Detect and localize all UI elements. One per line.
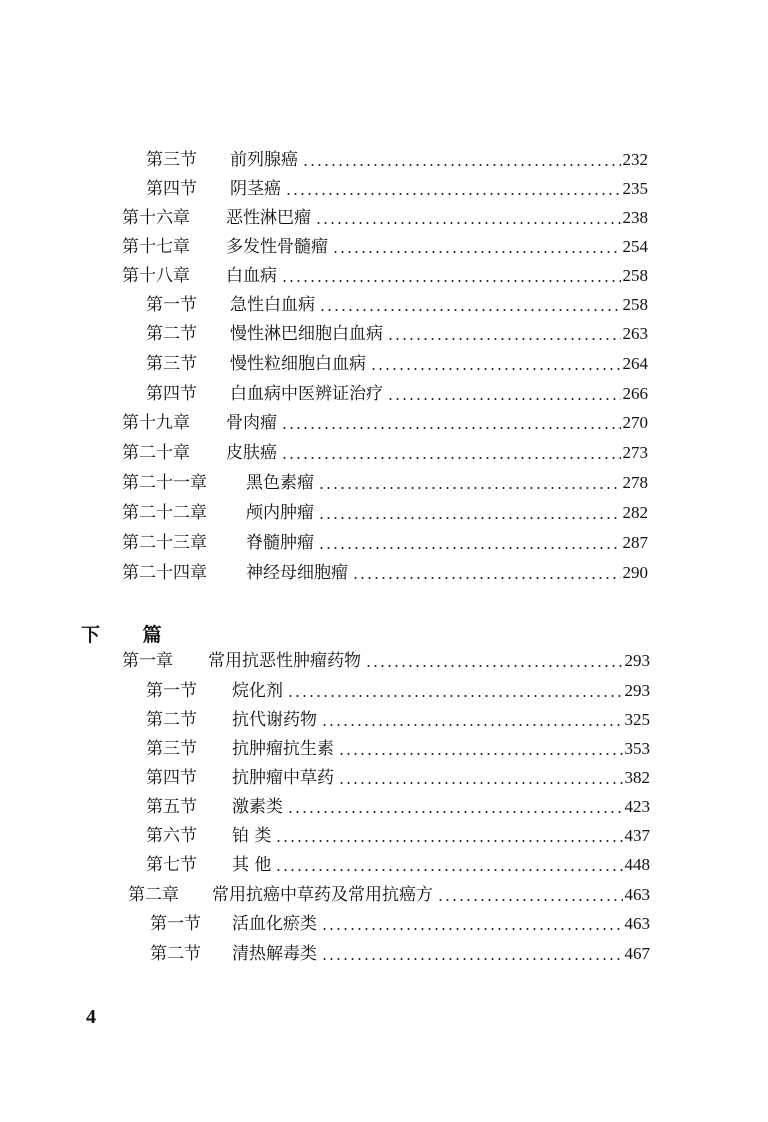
leader-dots: [387, 338, 621, 340]
entry-page: 258: [622, 295, 648, 314]
leader-dots: [437, 899, 623, 901]
entry-label: 第二节: [146, 710, 197, 730]
leader-dots: [281, 280, 621, 282]
entry-title: 慢性淋巴细胞白血病: [230, 324, 383, 344]
entry-title: 清热解毒类: [232, 944, 317, 964]
entry-label: 第三节: [146, 354, 197, 374]
entry-label: 第一章: [122, 651, 173, 671]
entry-page: 382: [624, 768, 650, 787]
entry-label: 第二十章: [122, 443, 190, 463]
toc-entry: [146, 822, 650, 850]
toc-entry: [146, 380, 648, 408]
entry-page: 463: [624, 914, 650, 933]
entry-title: 抗肿瘤抗生素: [232, 739, 334, 759]
entry-title: 抗肿瘤中草药: [232, 768, 334, 788]
leader-dots: [318, 547, 621, 549]
leader-dots: [387, 398, 621, 400]
entry-page: 437: [624, 826, 650, 845]
entry-title: 恶性淋巴瘤: [226, 208, 311, 228]
leader-dots: [285, 193, 621, 195]
toc-entry: [150, 940, 650, 968]
toc-entry: [146, 291, 648, 319]
entry-title: 烷化剂: [232, 681, 283, 701]
entry-title: 白血病中医辨证治疗: [230, 384, 383, 404]
leader-dots: [321, 928, 623, 930]
leader-dots: [281, 457, 621, 459]
entry-page: 235: [622, 179, 648, 198]
entry-title: 铂 类: [232, 826, 272, 846]
toc-entry: [146, 350, 648, 378]
entry-label: 第二节: [146, 324, 197, 344]
entry-page: 263: [622, 324, 648, 343]
entry-label: 第十九章: [122, 413, 190, 433]
entry-label: 第四节: [146, 384, 197, 404]
toc-entry: [146, 764, 650, 792]
entry-page: 293: [624, 651, 650, 670]
entry-title: 脊髓肿瘤: [246, 533, 314, 553]
entry-title: 多发性骨髓瘤: [226, 237, 328, 257]
entry-page: 258: [622, 266, 648, 285]
entry-label: 第五节: [146, 797, 197, 817]
leader-dots: [275, 869, 622, 871]
toc-entry: [146, 851, 650, 879]
entry-label: 第四节: [146, 768, 197, 788]
entry-page: 325: [624, 710, 650, 729]
leader-dots: [321, 724, 623, 726]
leader-dots: [318, 487, 621, 489]
leader-dots: [319, 309, 621, 311]
entry-page: 353: [624, 739, 650, 758]
leader-dots: [281, 427, 621, 429]
leader-dots: [315, 222, 621, 224]
leader-dots: [275, 840, 622, 842]
entry-page: 290: [622, 563, 648, 582]
entry-page: 282: [622, 503, 648, 522]
part-heading: 下 篇: [81, 624, 180, 646]
toc-entry: [122, 204, 648, 232]
entry-title: 激素类: [232, 797, 283, 817]
entry-label: 第四节: [146, 179, 197, 199]
entry-page: 270: [622, 413, 648, 432]
entry-title: 其 他: [232, 855, 272, 875]
entry-label: 第二十四章: [122, 563, 207, 583]
toc-entry: [122, 647, 650, 675]
entry-page: 278: [622, 473, 648, 492]
entry-page: 423: [624, 797, 650, 816]
entry-title: 常用抗癌中草药及常用抗癌方: [212, 885, 433, 905]
entry-label: 第三节: [146, 739, 197, 759]
entry-label: 第十七章: [122, 237, 190, 257]
toc-entry: [146, 706, 650, 734]
entry-page: 254: [622, 237, 648, 256]
entry-title: 皮肤癌: [226, 443, 277, 463]
toc-entry: [146, 175, 648, 203]
entry-page: 467: [624, 944, 650, 963]
toc-entry: [146, 320, 648, 348]
entry-title: 活血化瘀类: [232, 914, 317, 934]
toc-entry: [122, 233, 648, 261]
toc-entry: [122, 409, 648, 437]
entry-page: 238: [622, 208, 648, 227]
toc-entry: [122, 559, 648, 587]
toc-entry: [122, 262, 648, 290]
toc-entry: [146, 677, 650, 705]
toc-entry: [146, 735, 650, 763]
entry-label: 第二十二章: [122, 503, 207, 523]
entry-page: 293: [624, 681, 650, 700]
entry-label: 第一节: [146, 295, 197, 315]
entry-page: 273: [622, 443, 648, 462]
entry-title: 黑色素瘤: [246, 473, 314, 493]
leader-dots: [318, 517, 621, 519]
leader-dots: [332, 251, 621, 253]
entry-title: 白血病: [226, 266, 277, 286]
entry-title: 阴茎癌: [230, 179, 281, 199]
entry-page: 448: [624, 855, 650, 874]
page-number: 4: [86, 1006, 96, 1028]
entry-label: 第十八章: [122, 266, 190, 286]
toc-entry: [122, 529, 648, 557]
entry-title: 前列腺癌: [230, 150, 298, 170]
entry-title: 急性白血病: [230, 295, 315, 315]
entry-label: 第六节: [146, 826, 197, 846]
leader-dots: [302, 164, 621, 166]
entry-title: 常用抗恶性肿瘤药物: [208, 651, 361, 671]
entry-label: 第二节: [150, 944, 201, 964]
entry-page: 266: [622, 384, 648, 403]
leader-dots: [338, 753, 623, 755]
entry-label: 第一节: [146, 681, 197, 701]
toc-entry: [122, 439, 648, 467]
leader-dots: [287, 811, 623, 813]
entry-label: 第二十三章: [122, 533, 207, 553]
entry-page: 264: [622, 354, 648, 373]
toc-entry: [146, 146, 648, 174]
entry-label: 第二章: [128, 885, 179, 905]
entry-page: 463: [624, 885, 650, 904]
toc-entry: [122, 469, 648, 497]
entry-page: 232: [622, 150, 648, 169]
toc-entry: [122, 499, 648, 527]
leader-dots: [321, 958, 623, 960]
leader-dots: [287, 695, 623, 697]
entry-label: 第三节: [146, 150, 197, 170]
entry-title: 慢性粒细胞白血病: [230, 354, 366, 374]
entry-label: 第二十一章: [122, 473, 207, 493]
toc-entry: [150, 910, 650, 938]
entry-label: 第七节: [146, 855, 197, 875]
entry-label: 第一节: [150, 914, 201, 934]
leader-dots: [365, 665, 623, 667]
toc-entry: [128, 881, 650, 909]
leader-dots: [370, 368, 621, 370]
entry-title: 神经母细胞瘤: [246, 563, 348, 583]
entry-title: 颅内肿瘤: [246, 503, 314, 523]
leader-dots: [338, 782, 623, 784]
entry-title: 骨肉瘤: [226, 413, 277, 433]
leader-dots: [352, 577, 621, 579]
entry-label: 第十六章: [122, 208, 190, 228]
entry-title: 抗代谢药物: [232, 710, 317, 730]
toc-entry: [146, 793, 650, 821]
entry-page: 287: [622, 533, 648, 552]
